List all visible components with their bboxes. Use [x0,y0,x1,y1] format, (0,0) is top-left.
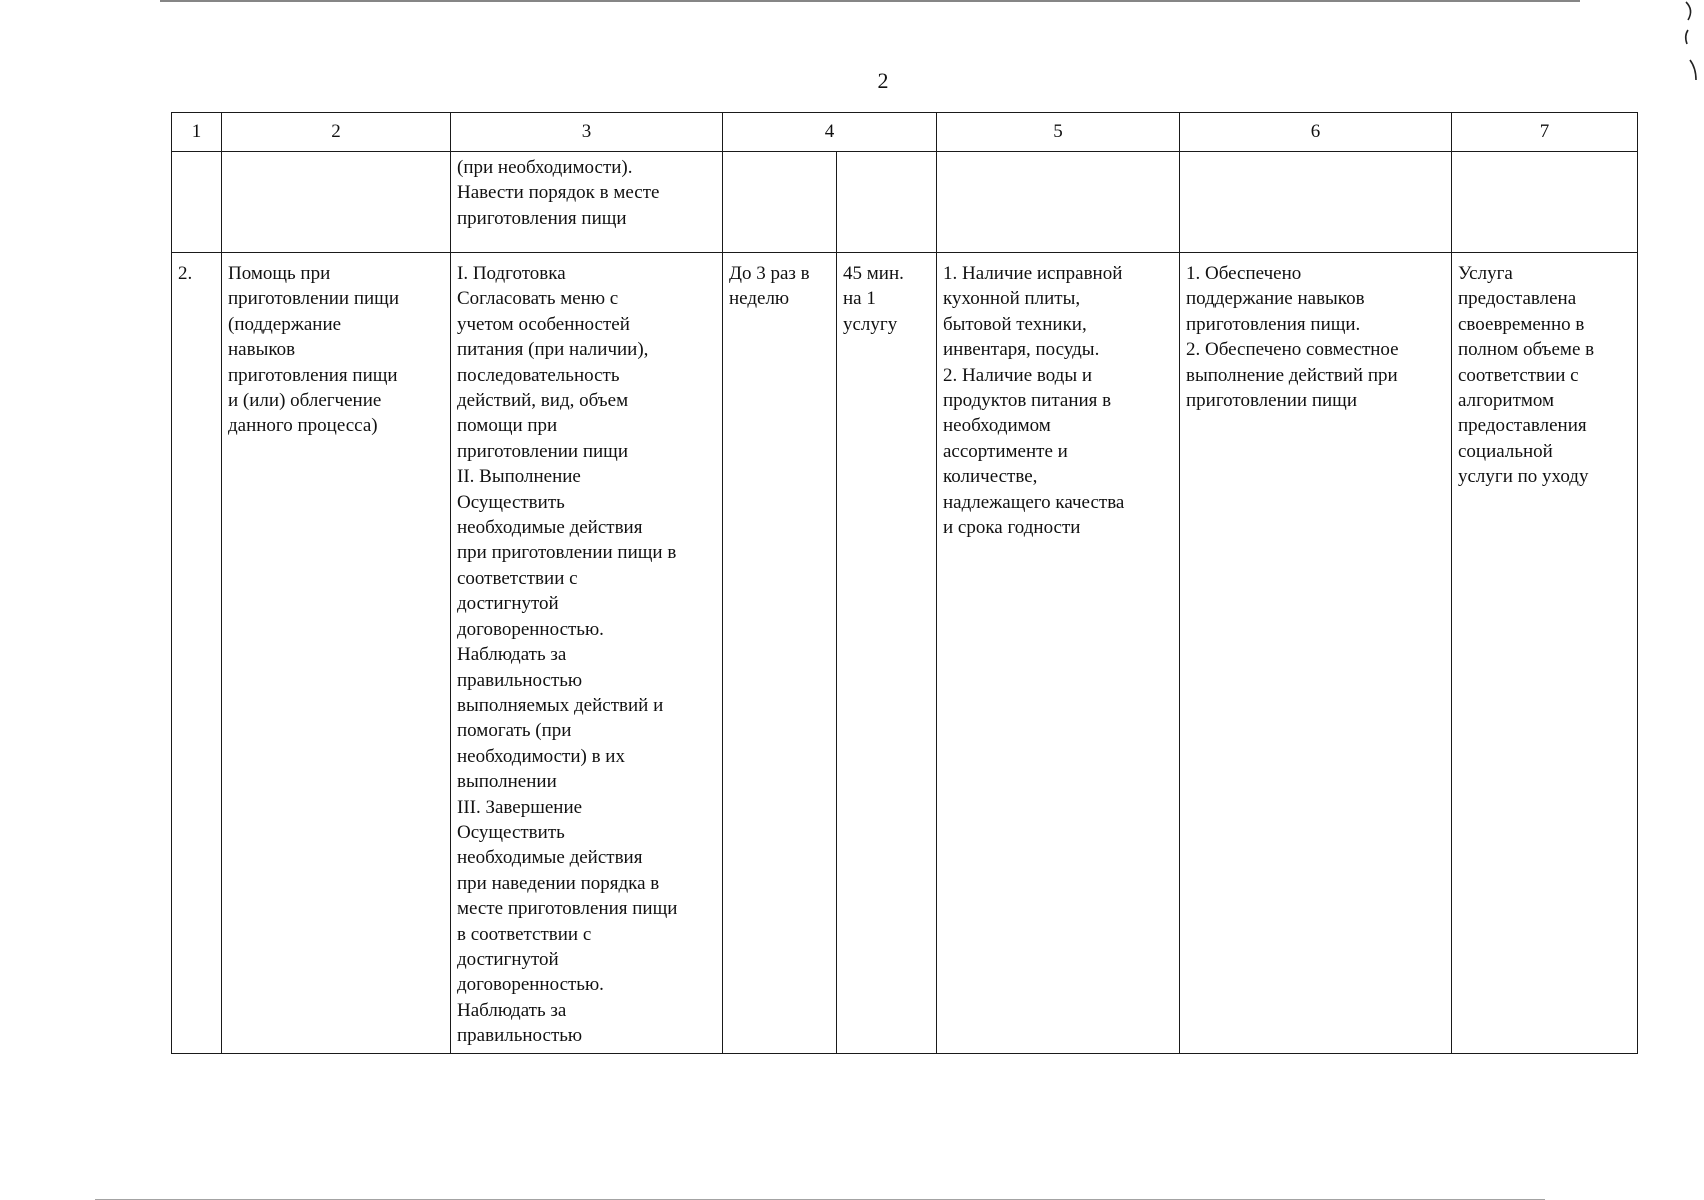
scan-edge-top [160,0,1580,2]
table-row-service-2 [172,253,1638,1054]
header-cell-2: 2 [222,113,451,152]
services-table [171,112,1638,1054]
service-description: I. Подготовка Согласовать меню с учетом особенностей питания (при наличии), последовательность действий, вид, объем помощи при приготовлении пищи II. Выполнение Осуществить необходимые действия при приготовлении пищи в соответствии с достигнутой договоренностью. Наблюдать за правильностью выполняемых действий и помогать (при необходимости) в их выполнении III. Завершение Осуществить необходимые действия при наведении порядка в месте приготовления пищи в соответствии с достигнутой договоренностью. Наблюдать за правильностью [451,253,723,1054]
table-header-row [172,113,1638,152]
cont-cell-5 [937,152,1180,253]
header-cell-5: 5 [937,113,1180,152]
cont-cell-7 [1452,152,1638,253]
service-conditions: 1. Наличие исправной кухонной плиты, бытовой техники, инвентаря, посуды. 2. Наличие воды и продуктов питания в необходимом ассортименте и количестве, надлежащего качества и срока годности [937,253,1180,1054]
cont-cell-2 [222,152,451,253]
cont-cell-1 [172,152,222,253]
service-number: 2. [172,253,222,1054]
header-cell-3: 3 [451,113,723,152]
table-row-continuation [172,152,1638,253]
header-cell-7: 7 [1452,113,1638,152]
service-quality: Услуга предоставлена своевременно в полном объеме в соответствии с алгоритмом предоставления социальной услуги по уходу [1452,253,1638,1054]
header-cell-4: 4 [723,113,937,152]
service-results: 1. Обеспечено поддержание навыков приготовления пищи. 2. Обеспечено совместное выполнение действий при приготовлении пищи [1180,253,1452,1054]
header-cell-6: 6 [1180,113,1452,152]
cont-cell-description: (при необходимости). Навести порядок в месте приготовления пищи [451,152,723,253]
service-duration: 45 мин. на 1 услугу [837,253,937,1054]
service-name: Помощь при приготовлении пищи (поддержание навыков приготовления пищи и (или) облегчение данного процесса) [222,253,451,1054]
cont-cell-6 [1180,152,1452,253]
page-number: 2 [877,68,889,93]
header-cell-1: 1 [172,113,222,152]
service-frequency: До 3 раз в неделю [723,253,837,1054]
cont-cell-4a [723,152,837,253]
cont-cell-4b [837,152,937,253]
